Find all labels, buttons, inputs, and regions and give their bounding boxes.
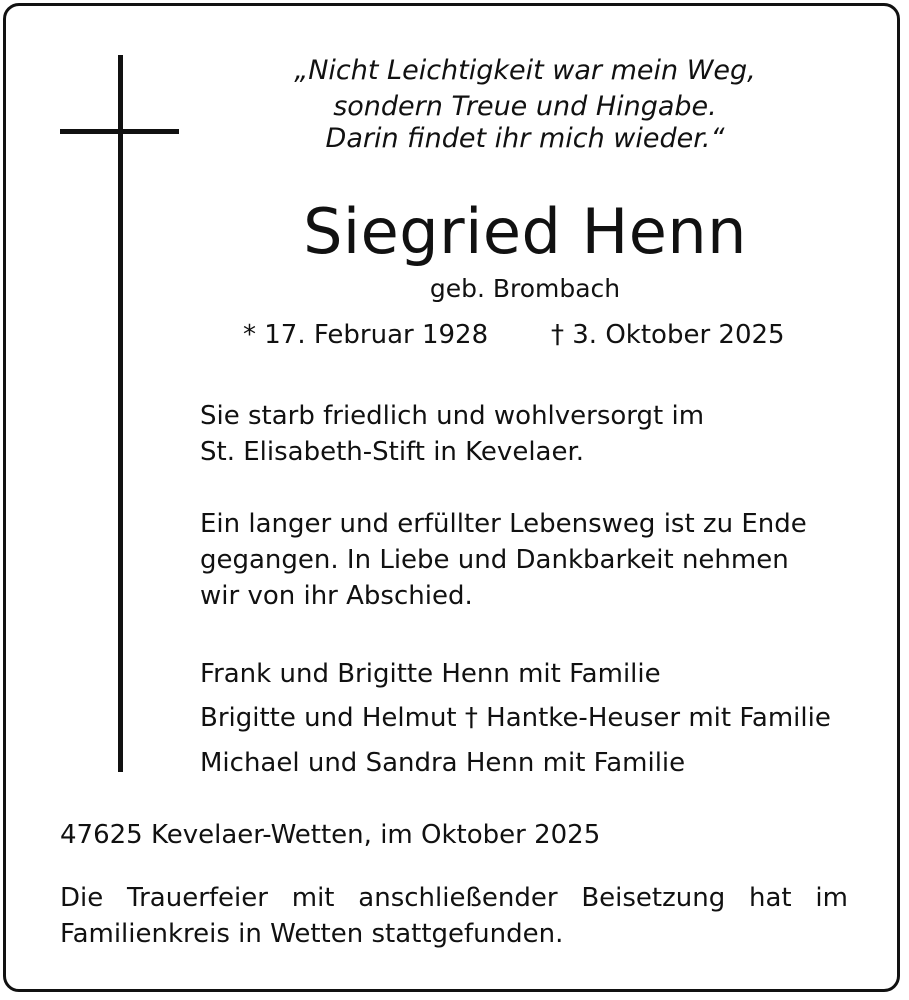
paragraph-2-line-3: wir von ihr Abschied. [200,581,473,611]
ceremony-line-2: Familienkreis in Wetten stattgefunden. [60,919,564,949]
death-date: † 3. Oktober 2025 [551,320,785,350]
cross-vertical-bar [118,55,123,772]
place-date: 47625 Kevelaer-Wetten, im Oktober 2025 [60,820,601,850]
paragraph-2-line-1: Ein langer und erfüllter Lebensweg ist zu Ende [200,509,807,539]
paragraph-1-line-1: Sie starb friedlich und wohlversorgt im [200,401,705,431]
ceremony-line-1: Die Trauerfeier mit anschließender Beisetzung hat im [60,883,848,913]
maiden-name: geb. Brombach [429,274,621,303]
mourner-line-1: Frank und Brigitte Henn mit Familie [200,659,661,689]
quote-line-3: Darin findet ihr mich wieder.“ [325,123,725,154]
paragraph-1-line-2: St. Elisabeth-Stift in Kevelaer. [200,437,585,467]
mourner-line-3: Michael und Sandra Henn mit Familie [200,748,686,778]
birth-date: * 17. Februar 1928 [243,320,489,350]
quote-line-1: „Nicht Leichtigkeit war mein Weg, [294,55,756,86]
paragraph-2-line-2: gegangen. In Liebe und Dankbarkeit nehmen [200,545,789,575]
mourner-line-2: Brigitte und Helmut † Hantke-Heuser mit Familie [200,703,831,733]
quote-line-2: sondern Treue und Hingabe. [333,91,717,122]
deceased-name: Siegried Henn [303,195,747,268]
